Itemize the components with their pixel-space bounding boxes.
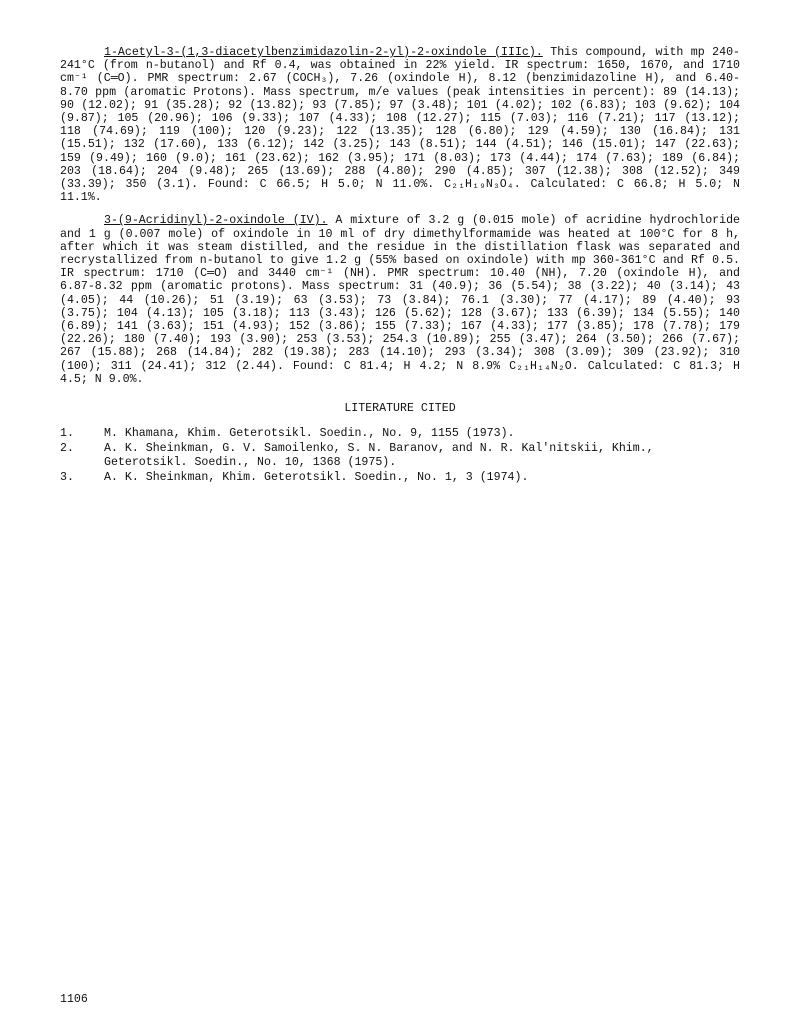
page-number: 1106 xyxy=(60,993,88,1006)
compound-iiic-paragraph xyxy=(60,46,740,204)
compound-iv-title: 3-(9-Acridinyl)-2-oxindole (IV). xyxy=(104,214,328,228)
compound-iv-paragraph xyxy=(60,214,740,386)
reference-text: M. Khamana, Khim. Geterotsikl. Soedin., No. 9, 1155 (1973). xyxy=(104,427,515,441)
reference-number: 2. xyxy=(60,442,74,456)
reference-item xyxy=(60,442,740,468)
reference-number: 3. xyxy=(60,470,74,484)
reference-text: A. K. Sheinkman, G. V. Samoilenko, S. N. Baranov, and N. R. Kal'nitskii, Khim., Geterotsikl. Soedin., No. 10, 1368 (1975). xyxy=(104,442,654,469)
reference-text: A. K. Sheinkman, Khim. Geterotsikl. Soedin., No. 1, 3 (1974). xyxy=(104,470,529,484)
reference-number: 1. xyxy=(60,427,74,441)
reference-item xyxy=(60,427,740,440)
reference-item xyxy=(60,471,740,484)
compound-iv-body: A mixture of 3.2 g (0.015 mole) of acridine hydrochloride and 1 g (0.007 mole) of oxindole in 10 ml of dry dimethylformamide was heated at 100°C for 8 h, after which it was steam distilled, and the residue in the distillation flask was separated and recrystallized from n-butanol to give 1.2 g (55% based on oxindole) with mp 360-361°C and Rf 0.5. IR spectrum: 1710 (C═O) and 3440 cm⁻¹ (NH). PMR spectrum: 10.40 (NH), 7.20 (oxindole H), and 6.87-8.32 ppm (aromatic protons). Mass spectrum: 31 (40.9); 36 (5.54); 38 (3.22); 40 (3.14); 43 (4.05); 44 (10.26); 51 (3.19); 63 (3.53); 73 (3.84); 76.1 (3.30); 77 (4.17); 89 (4.40); 93 (3.75); 104 (4.13); 105 (3.18); 113 (3.43); 126 (5.62); 128 (3.67); 133 (6.39); 134 (5.55); 140 (6.89); 141 (3.63); 151 (4.93); 152 (3.86); 155 (7.33); 167 (4.33); 177 (3.85); 178 (7.78); 179 (22.26); 180 (7.40); 193 (3.90); 253 (3.53); 254.3 (10.89); 255 (3.47); 264 (3.50); 266 (7.67); 267 (15.88); 268 (14.84); 282 (19.38); 283 (14.10); 293 (3.34); 308 (3.09); 309 (23.92); 310 (100); 311 (24.41); 312 (2.44). Found: C 81.4; H 4.2; N 8.9% C₂₁H₁₄N₂O. Calculated: C 81.3; H 4.5; N 9.0%. xyxy=(60,214,740,386)
compound-iiic-title: 1-Acetyl-3-(1,3-diacetylbenzimidazolin-2-yl)-2-oxindole (IIIc). xyxy=(104,46,543,59)
compound-iiic-body: This compound, with mp 240-241°C (from n-butanol) and Rf 0.4, was obtained in 22% yield. IR spectrum: 1650, 1670, and 1710 cm⁻¹ (C═O). PMR spectrum: 2.67 (COCH₃), 7.26 (oxindole H), 8.12 (benzimidazoline H), and 6.40-8.70 ppm (aromatic Protons). Mass spectrum, m/e values (peak intensities in percent): 89 (14.13); 90 (12.02); 91 (35.28); 92 (13.82); 93 (7.85); 97 (3.48); 101 (4.02); 102 (6.83); 103 (9.62); 104 (9.87); 105 (20.96); 106 (9.33); 107 (4.33); 108 (12.27); 115 (7.03); 116 (7.21); 117 (13.12); 118 (74.69); 119 (100); 120 (9.23); 122 (13.35); 128 (6.80); 129 (4.59); 130 (16.84); 131 (15.51); 132 (17.60), 133 (6.12); 142 (3.25); 143 (8.51); 144 (4.51); 146 (15.01); 147 (22.63); 159 (9.49); 160 (9.0); 161 (23.62); 162 (3.95); 171 (8.03); 173 (4.44); 174 (7.63); 189 (6.84); 203 (18.64); 204 (9.48); 265 (13.69); 288 (4.80); 290 (4.85); 307 (12.38); 308 (12.52); 349 (33.39); 350 (3.1). Found: C 66.5; H 5.0; N 11.0%. C₂₁H₁₉N₃O₄. Calculated: C 66.8; H 5.0; N 11.1%. xyxy=(60,46,740,205)
reference-list xyxy=(60,427,740,484)
page-content xyxy=(60,46,740,486)
literature-cited-heading: LITERATURE CITED xyxy=(344,402,456,416)
